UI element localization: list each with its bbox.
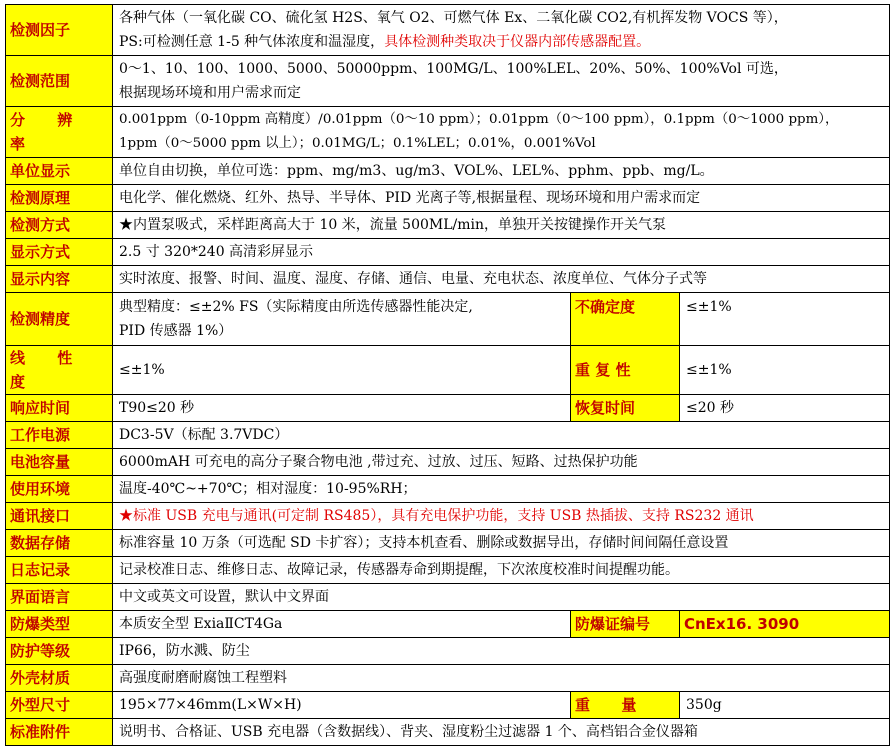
label-accuracy: 检测精度 <box>6 293 113 346</box>
accuracy-line1: 典型精度：≤±2% FS（实际精度由所选传感器性能决定, <box>119 299 473 315</box>
value-accuracy <box>113 293 571 346</box>
label-method: 检测方式 <box>6 212 113 239</box>
value-repeatability: ≤±1% <box>680 346 890 395</box>
value-power: DC3-5V（标配 3.7VDC） <box>113 422 890 449</box>
accuracy-line2: PID 传感器 1%） <box>119 323 233 339</box>
value-principle: 电化学、催化燃烧、红外、热导、半导体、PID 光离子等,根据量程、现场环境和用户需求而定 <box>113 185 890 212</box>
value-linearity: ≤±1% <box>113 346 571 395</box>
value-method: ★内置泵吸式，采样距离高大于 10 米，流量 500ML/min，单独开关按键操作开关气泵 <box>113 212 890 239</box>
label-log: 日志记录 <box>6 557 113 584</box>
row-accuracy <box>6 293 890 346</box>
label-uncertainty: 不确定度 <box>571 293 680 346</box>
value-accessories: 说明书、合格证、USB 充电器（含数据线）、背夹、湿度粉尘过滤器 1 个、高档铝合金仪器箱 <box>113 719 890 746</box>
label-principle: 检测原理 <box>6 185 113 212</box>
value-detect-range <box>113 56 890 107</box>
detect-factor-line1: 各种气体（一氧化碳 CO、硫化氢 H2S、氧气 O2、可燃气体 Ex、二氧化碳 CO2,有机挥发物 VOCS 等）， <box>119 10 788 26</box>
value-language: 中文或英文可设置，默认中文界面 <box>113 584 890 611</box>
detect-range-line2: 根据现场环境和用户需求而定 <box>119 85 301 101</box>
label-explosion-cert: 防爆证编号 <box>571 611 680 638</box>
resolution-line1: 0.001ppm（0-10ppm 高精度）/0.01ppm（0～10 ppm）；0.01ppm（0～100 ppm），0.1ppm（0～1000 ppm）， <box>119 112 839 127</box>
label-repeatability: 重 复 性 <box>571 346 680 395</box>
row-power <box>6 422 890 449</box>
value-display-mode: 2.5 寸 320*240 高清彩屏显示 <box>113 239 890 266</box>
row-storage <box>6 530 890 557</box>
label-response: 响应时间 <box>6 395 113 422</box>
resolution-line2: 1ppm（0～5000 ppm 以上）；0.01MG/L；0.1%LEL；0.01%，0.001%Vol <box>119 136 596 151</box>
row-resolution <box>6 107 890 158</box>
label-accessories: 标准附件 <box>6 719 113 746</box>
value-storage: 标准容量 10 万条（可选配 SD 卡扩容）；支持本机查看、删除或数据导出，存储时间间隔任意设置 <box>113 530 890 557</box>
row-environment <box>6 476 890 503</box>
row-comm <box>6 503 890 530</box>
row-size <box>6 692 890 719</box>
row-method <box>6 212 890 239</box>
value-protection: IP66，防水溅、防尘 <box>113 638 890 665</box>
value-explosion-cert: CnEx16. 3090 <box>680 611 890 638</box>
row-protection <box>6 638 890 665</box>
value-environment: 温度-40℃~+70℃；相对湿度：10-95%RH； <box>113 476 890 503</box>
label-power: 工作电源 <box>6 422 113 449</box>
row-accessories <box>6 719 890 746</box>
label-protection: 防护等级 <box>6 638 113 665</box>
row-display-content <box>6 266 890 293</box>
value-explosion: 本质安全型 ExiaⅡCT4Ga <box>113 611 571 638</box>
value-uncertainty: ≤±1% <box>680 293 890 346</box>
label-unit-display: 单位显示 <box>6 158 113 185</box>
spec-table <box>5 4 890 746</box>
label-display-mode: 显示方式 <box>6 239 113 266</box>
value-log: 记录校准日志、维修日志、故障记录，传感器寿命到期提醒，下次浓度校准时间提醒功能。 <box>113 557 890 584</box>
label-environment: 使用环境 <box>6 476 113 503</box>
label-recovery: 恢复时间 <box>571 395 680 422</box>
value-size: 195×77×46mm(L×W×H) <box>113 692 571 719</box>
label-linearity: 线 性 度 <box>6 346 113 395</box>
label-display-content: 显示内容 <box>6 266 113 293</box>
label-storage: 数据存储 <box>6 530 113 557</box>
label-language: 界面语言 <box>6 584 113 611</box>
value-unit-display: 单位自由切换，单位可选：ppm、mg/m3、ug/m3、VOL%、LEL%、pphm、ppb、mg/L。 <box>113 158 890 185</box>
label-size: 外型尺寸 <box>6 692 113 719</box>
row-shell <box>6 665 890 692</box>
detect-factor-line2 <box>119 30 883 54</box>
row-display-mode <box>6 239 890 266</box>
value-recovery: ≤20 秒 <box>680 395 890 422</box>
value-detect-factor <box>113 5 890 56</box>
row-log <box>6 557 890 584</box>
row-explosion <box>6 611 890 638</box>
row-language <box>6 584 890 611</box>
value-shell: 高强度耐磨耐腐蚀工程塑料 <box>113 665 890 692</box>
label-weight: 重 量 <box>571 692 680 719</box>
value-weight: 350g <box>680 692 890 719</box>
label-detect-range: 检测范围 <box>6 56 113 107</box>
detect-factor-line2-red: 具体检测种类取决于仪器内部传感器配置。 <box>384 34 651 50</box>
row-unit-display <box>6 158 890 185</box>
label-shell: 外壳材质 <box>6 665 113 692</box>
value-response: T90≤20 秒 <box>113 395 571 422</box>
label-battery: 电池容量 <box>6 449 113 476</box>
detect-range-line1: 0～1、10、100、1000、5000、50000ppm、100MG/L、100%LEL、20%、50%、100%Vol 可选， <box>119 61 788 77</box>
value-comm: ★标准 USB 充电与通讯(可定制 RS485），具有充电保护功能，支持 USB 热插拔、支持 RS232 通讯 <box>113 503 890 530</box>
value-resolution <box>113 107 890 158</box>
value-battery: 6000mAH 可充电的高分子聚合物电池 ,带过充、过放、过压、短路、过热保护功能 <box>113 449 890 476</box>
value-display-content: 实时浓度、报警、时间、温度、湿度、存储、通信、电量、充电状态、浓度单位、气体分子式等 <box>113 266 890 293</box>
label-comm: 通讯接口 <box>6 503 113 530</box>
row-battery <box>6 449 890 476</box>
detect-factor-line2-black: PS:可检测任意 1-5 种气体浓度和温湿度， <box>119 34 385 50</box>
row-detect-factor <box>6 5 890 56</box>
label-detect-factor: 检测因子 <box>6 5 113 56</box>
row-response <box>6 395 890 422</box>
row-principle <box>6 185 890 212</box>
row-detect-range <box>6 56 890 107</box>
label-explosion: 防爆类型 <box>6 611 113 638</box>
row-linearity <box>6 346 890 395</box>
label-resolution: 分 辨 率 <box>6 107 113 158</box>
